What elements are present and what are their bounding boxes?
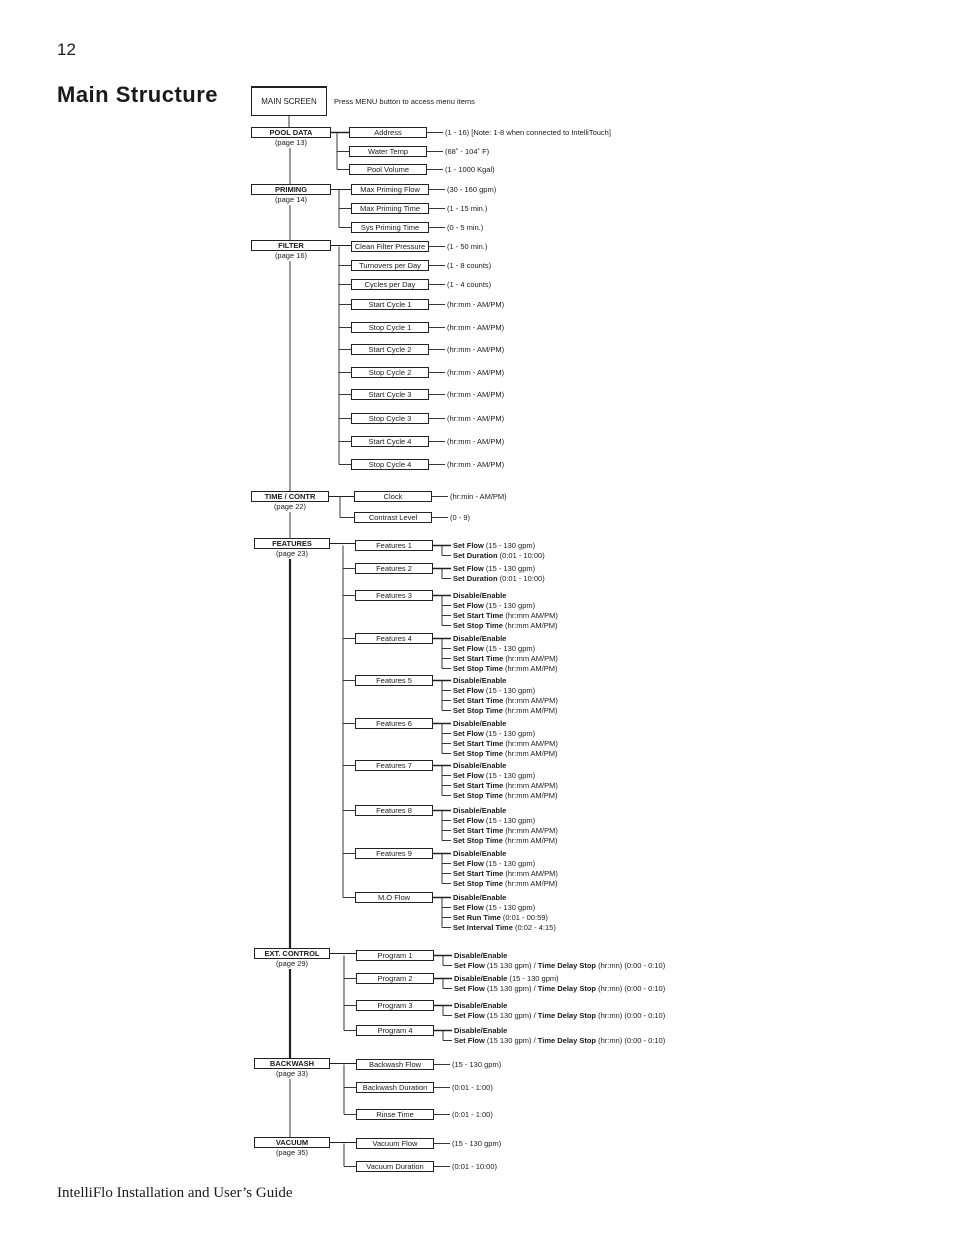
option-detail: (0:01 - 10:00) xyxy=(497,573,545,583)
main-screen-note: Press MENU button to access menu items xyxy=(334,97,475,106)
menu-item-box: Features 7 xyxy=(355,760,433,771)
menu-item-box: Stop Cycle 3 xyxy=(351,413,429,424)
menu-item-box: Program 1 xyxy=(356,950,434,961)
range-text: (68˚ - 104˚ F) xyxy=(445,146,490,156)
option-line xyxy=(453,739,558,749)
option-detail: (15 - 130 gpm) xyxy=(483,770,536,780)
option-name: Set Flow xyxy=(454,983,485,993)
menu-item-box: Cycles per Day xyxy=(351,279,429,290)
option-line xyxy=(454,974,559,984)
option-line xyxy=(453,621,557,631)
option-name: Set Stop Time xyxy=(453,705,503,715)
menu-item-box: Program 3 xyxy=(356,1000,434,1011)
option-name: Disable/Enable xyxy=(454,1000,508,1010)
option-line xyxy=(453,791,557,801)
option-line xyxy=(453,719,506,729)
range-text: (1 - 8 counts) xyxy=(447,260,492,270)
option-line xyxy=(453,611,558,621)
range-text: (hr:mm - AM/PM) xyxy=(447,413,505,423)
option-name: Set Interval Time xyxy=(453,922,513,932)
option-line xyxy=(453,859,535,869)
option-detail: (0:02 - 4:15) xyxy=(512,922,556,932)
range-text: (0 - 9) xyxy=(450,512,471,522)
option-line xyxy=(454,961,665,971)
section-page-ref: (page 35) xyxy=(275,1148,309,1157)
option-detail: (15 - 130 gpm) xyxy=(483,600,536,610)
option-line xyxy=(453,644,535,654)
option-name: Set Start Time xyxy=(453,868,504,878)
menu-item-box: Features 5 xyxy=(355,675,433,686)
menu-item-box: Vacuum Flow xyxy=(356,1138,434,1149)
section-page-ref: (page 14) xyxy=(274,195,308,204)
option-name: Set Start Time xyxy=(453,738,504,748)
menu-item-box: Features 2 xyxy=(355,563,433,574)
option-name: Set Flow xyxy=(453,815,484,825)
range-text: (hr:mm - AM/PM) xyxy=(447,389,505,399)
section-page-ref: (page 23) xyxy=(275,549,309,558)
option-line xyxy=(453,806,506,816)
option-detail: (hr:mm AM/PM) xyxy=(503,780,558,790)
option-name: Time Delay Stop xyxy=(537,983,597,993)
option-name: Set Stop Time xyxy=(453,663,503,673)
menu-item-box: Pool Volume xyxy=(349,164,427,175)
range-text: (hr:mm - AM/PM) xyxy=(447,436,505,446)
option-line xyxy=(453,749,557,759)
menu-item-box: Turnovers per Day xyxy=(351,260,429,271)
option-detail: (15 - 130 gpm) xyxy=(507,973,559,983)
menu-item-box: Rinse Time xyxy=(356,1109,434,1120)
option-name: Set Stop Time xyxy=(453,620,503,630)
option-detail: (hr:mm AM/PM) xyxy=(503,868,558,878)
menu-item-box: Sys Priming Time xyxy=(351,222,429,233)
option-detail: (hr:mm AM/PM) xyxy=(503,610,558,620)
range-text: (15 - 130 gpm) xyxy=(452,1059,502,1069)
option-line xyxy=(454,951,507,961)
menu-item-box: Vacuum Duration xyxy=(356,1161,434,1172)
option-detail: (hr:mm AM/PM) xyxy=(502,835,558,845)
option-line xyxy=(454,1001,507,1011)
option-detail: (hr:mm AM/PM) xyxy=(502,663,558,673)
menu-item-box: Max Priming Time xyxy=(351,203,429,214)
option-detail: (hr:mm AM/PM) xyxy=(502,748,558,758)
section-box-vacuum: VACUUM xyxy=(254,1137,330,1148)
menu-item-box: Features 9 xyxy=(355,848,433,859)
option-name: Set Flow xyxy=(453,600,484,610)
option-detail: (15 130 gpm) / xyxy=(484,960,538,970)
option-detail: (hr:mn) (0:00 - 0:10) xyxy=(596,1035,666,1045)
option-name: Set Stop Time xyxy=(453,790,503,800)
option-detail: (15 - 130 gpm) xyxy=(483,902,536,912)
option-line xyxy=(454,1011,665,1021)
option-detail: (15 - 130 gpm) xyxy=(483,563,536,573)
option-name: Set Start Time xyxy=(453,695,504,705)
option-line xyxy=(453,849,506,859)
section-box-features: FEATURES xyxy=(254,538,330,549)
option-detail: (15 - 130 gpm) xyxy=(483,540,536,550)
range-text: (1 - 1000 Kgal) xyxy=(445,164,495,174)
option-detail: (15 - 130 gpm) xyxy=(483,858,536,868)
menu-item-box: Stop Cycle 1 xyxy=(351,322,429,333)
menu-item-box: Features 8 xyxy=(355,805,433,816)
page-number: 12 xyxy=(57,40,76,59)
option-line xyxy=(453,761,506,771)
menu-item-box: Clock xyxy=(354,491,432,502)
option-line xyxy=(453,913,548,923)
option-line xyxy=(453,729,535,739)
range-text: (1 - 16) [Note: 1-8 when connected to IntelliTouch] xyxy=(445,127,611,137)
option-line xyxy=(453,869,558,879)
option-name: Disable/Enable xyxy=(453,892,507,902)
range-text: (1 - 15 min.) xyxy=(447,203,488,213)
option-detail: (0:01 - 10:00) xyxy=(497,550,545,560)
option-name: Set Flow xyxy=(453,685,484,695)
section-box-backwash: BACKWASH xyxy=(254,1058,330,1069)
option-detail: (15 130 gpm) / xyxy=(484,1035,538,1045)
option-name: Disable/Enable xyxy=(453,590,507,600)
option-name: Set Duration xyxy=(453,573,498,583)
option-name: Disable/Enable xyxy=(453,805,507,815)
section-box-filter: FILTER xyxy=(251,240,331,251)
option-line xyxy=(453,893,506,903)
section-page-ref: (page 16) xyxy=(274,251,308,260)
option-name: Set Flow xyxy=(453,770,484,780)
option-detail: (hr:mm AM/PM) xyxy=(502,790,558,800)
option-name: Disable/Enable xyxy=(453,633,507,643)
option-name: Disable/Enable xyxy=(453,718,507,728)
menu-item-box: Water Temp xyxy=(349,146,427,157)
option-detail: (hr:mm AM/PM) xyxy=(502,620,558,630)
option-detail: (15 130 gpm) / xyxy=(484,1010,538,1020)
option-name: Set Start Time xyxy=(453,610,504,620)
menu-item-box: Features 4 xyxy=(355,633,433,644)
range-text: (0:01 - 1:00) xyxy=(452,1082,493,1092)
option-line xyxy=(453,664,557,674)
menu-item-box: Clean Filter Pressure xyxy=(351,241,429,252)
option-name: Set Stop Time xyxy=(453,878,503,888)
menu-item-box: Features 6 xyxy=(355,718,433,729)
option-name: Disable/Enable xyxy=(453,675,507,685)
option-name: Set Flow xyxy=(453,540,484,550)
range-text: (0:01 - 1:00) xyxy=(452,1109,493,1119)
range-text: (hr:mm - AM/PM) xyxy=(447,459,505,469)
section-box-ext-control: EXT. CONTROL xyxy=(254,948,330,959)
range-text: (hr:mm - AM/PM) xyxy=(447,367,505,377)
section-page-ref: (page 22) xyxy=(273,502,307,511)
range-text: (0:01 - 10:00) xyxy=(452,1161,498,1171)
option-line xyxy=(453,696,558,706)
range-text: (hr:min - AM/PM) xyxy=(450,491,507,501)
option-detail: (15 130 gpm) / xyxy=(484,983,538,993)
section-page-ref: (page 29) xyxy=(275,959,309,968)
option-name: Disable/Enable xyxy=(454,973,508,983)
menu-item-box: Features 3 xyxy=(355,590,433,601)
option-name: Set Flow xyxy=(453,902,484,912)
option-detail: (hr:mn) (0:00 - 0:10) xyxy=(596,960,666,970)
option-name: Time Delay Stop xyxy=(537,1010,597,1020)
range-text: (15 - 130 gpm) xyxy=(452,1138,502,1148)
menu-item-box: Start Cycle 1 xyxy=(351,299,429,310)
option-line xyxy=(453,676,506,686)
menu-item-box: Max Priming Flow xyxy=(351,184,429,195)
option-line xyxy=(454,1026,507,1036)
option-line xyxy=(453,591,506,601)
option-name: Set Flow xyxy=(453,858,484,868)
menu-item-box: Stop Cycle 2 xyxy=(351,367,429,378)
option-detail: (hr:mm AM/PM) xyxy=(503,738,558,748)
range-text: (hr:mm - AM/PM) xyxy=(447,344,505,354)
section-box-time-contr: TIME / CONTR xyxy=(251,491,329,502)
section-page-ref: (page 33) xyxy=(275,1069,309,1078)
option-detail: (15 - 130 gpm) xyxy=(483,815,536,825)
section-box-pool-data: POOL DATA xyxy=(251,127,331,138)
menu-item-box: Program 4 xyxy=(356,1025,434,1036)
range-text: (hr:mm - AM/PM) xyxy=(447,322,505,332)
option-line xyxy=(453,574,545,584)
option-detail: (hr:mm AM/PM) xyxy=(502,705,558,715)
option-line xyxy=(453,601,535,611)
option-detail: (hr:mm AM/PM) xyxy=(503,695,558,705)
option-detail: (15 - 130 gpm) xyxy=(483,685,536,695)
option-line xyxy=(453,654,558,664)
range-text: (30 - 160 gpm) xyxy=(447,184,497,194)
option-detail: (hr:mn) (0:00 - 0:10) xyxy=(596,983,666,993)
page-footer: IntelliFlo Installation and User’s Guide xyxy=(57,1185,293,1201)
menu-item-box: Backwash Flow xyxy=(356,1059,434,1070)
menu-item-box: Contrast Level xyxy=(354,512,432,523)
option-line xyxy=(454,1036,665,1046)
range-text: (hr:mm - AM/PM) xyxy=(447,299,505,309)
option-name: Set Start Time xyxy=(453,825,504,835)
option-name: Disable/Enable xyxy=(454,1025,508,1035)
option-detail: (hr:mn) (0:00 - 0:10) xyxy=(596,1010,666,1020)
menu-item-box: Features 1 xyxy=(355,540,433,551)
option-line xyxy=(453,686,535,696)
option-name: Set Start Time xyxy=(453,780,504,790)
menu-item-box: Stop Cycle 4 xyxy=(351,459,429,470)
menu-item-box: Start Cycle 2 xyxy=(351,344,429,355)
menu-item-box: Start Cycle 3 xyxy=(351,389,429,400)
option-line xyxy=(453,816,535,826)
menu-item-box: Program 2 xyxy=(356,973,434,984)
menu-item-box: M.O Flow xyxy=(355,892,433,903)
option-name: Time Delay Stop xyxy=(537,1035,597,1045)
option-name: Set Duration xyxy=(453,550,498,560)
option-name: Disable/Enable xyxy=(453,760,507,770)
option-line xyxy=(453,541,535,551)
option-line xyxy=(453,836,557,846)
option-line xyxy=(453,771,535,781)
option-line xyxy=(453,706,557,716)
range-text: (1 - 50 min.) xyxy=(447,241,488,251)
option-name: Set Flow xyxy=(454,960,485,970)
option-line xyxy=(453,879,557,889)
option-name: Set Stop Time xyxy=(453,748,503,758)
option-name: Set Flow xyxy=(453,563,484,573)
option-line xyxy=(453,551,545,561)
option-detail: (hr:mm AM/PM) xyxy=(503,653,558,663)
option-detail: (hr:mm AM/PM) xyxy=(503,825,558,835)
option-name: Set Flow xyxy=(454,1010,485,1020)
option-line xyxy=(453,826,558,836)
option-line xyxy=(453,903,535,913)
option-name: Set Run Time xyxy=(453,912,501,922)
option-name: Disable/Enable xyxy=(454,950,508,960)
option-name: Set Flow xyxy=(453,643,484,653)
option-name: Time Delay Stop xyxy=(537,960,597,970)
option-name: Disable/Enable xyxy=(453,848,507,858)
section-box-priming: PRIMING xyxy=(251,184,331,195)
option-line xyxy=(453,923,556,933)
menu-item-box: Address xyxy=(349,127,427,138)
range-text: (0 - 5 min.) xyxy=(447,222,484,232)
section-page-ref: (page 13) xyxy=(274,138,308,147)
option-line xyxy=(454,984,665,994)
menu-item-box: Backwash Duration xyxy=(356,1082,434,1093)
option-line xyxy=(453,634,506,644)
option-line xyxy=(453,781,558,791)
main-screen-box: MAIN SCREEN xyxy=(251,86,327,116)
option-name: Set Flow xyxy=(453,728,484,738)
range-text: (1 - 4 counts) xyxy=(447,279,492,289)
option-detail: (hr:mm AM/PM) xyxy=(502,878,558,888)
option-detail: (15 - 130 gpm) xyxy=(483,728,536,738)
option-line xyxy=(453,564,535,574)
option-name: Set Start Time xyxy=(453,653,504,663)
option-name: Set Stop Time xyxy=(453,835,503,845)
menu-item-box: Start Cycle 4 xyxy=(351,436,429,447)
page-title: Main Structure xyxy=(57,82,219,107)
option-detail: (0:01 - 00:59) xyxy=(500,912,548,922)
option-name: Set Flow xyxy=(454,1035,485,1045)
option-detail: (15 - 130 gpm) xyxy=(483,643,536,653)
